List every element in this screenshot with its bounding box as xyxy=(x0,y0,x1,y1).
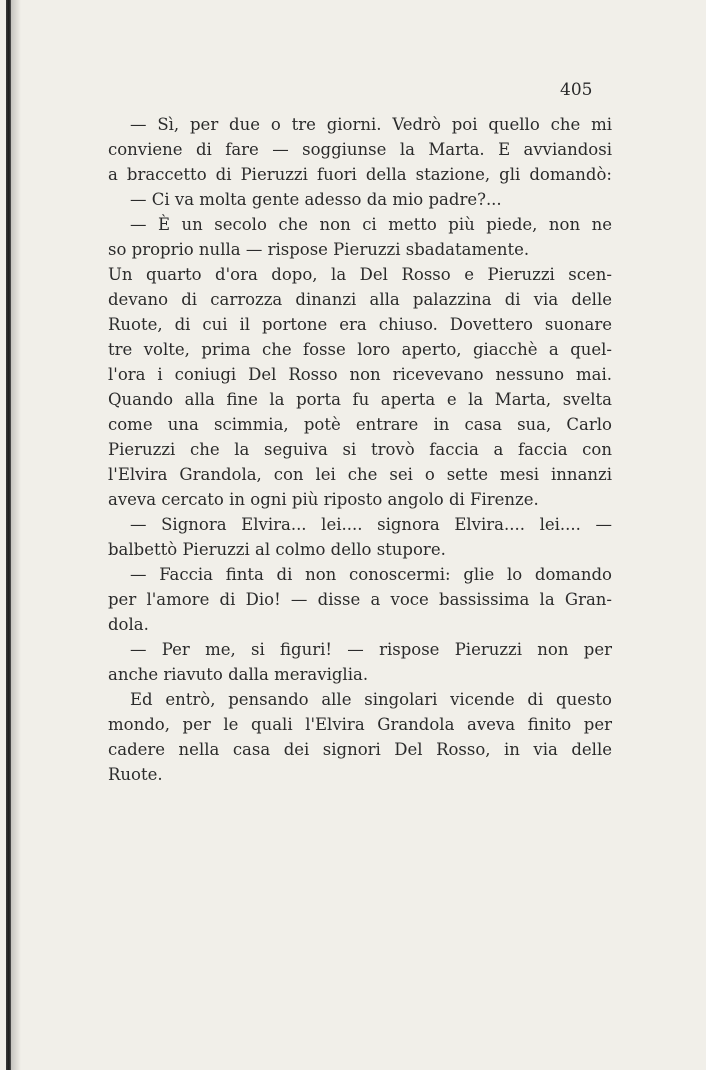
text-line: come una scimmia, potè entrare in casa sua, Carlo xyxy=(108,415,612,434)
text-line: a braccetto di Pieruzzi fuori della stazione, gli domandò: xyxy=(108,165,612,184)
text-line: cadere nella casa dei signori Del Rosso, in via delle xyxy=(108,740,612,759)
body-text xyxy=(108,112,612,787)
text-line: mondo, per le quali l'Elvira Grandola aveva finito per xyxy=(108,715,612,734)
text-line: conviene di fare — soggiunse la Marta. E avviandosi xyxy=(108,140,612,159)
text-line: l'ora i coniugi Del Rosso non ricevevano nessuno mai. xyxy=(108,365,612,384)
text-line: — Ci va molta gente adesso da mio padre?... xyxy=(130,190,502,209)
text-line: tre volte, prima che fosse loro aperto, giacchè a quel- xyxy=(108,340,612,359)
text-line: — Sì, per due o tre giorni. Vedrò poi quello che mi xyxy=(130,115,612,134)
text-line: — È un secolo che non ci metto più piede, non ne xyxy=(130,215,612,234)
binding-shadow xyxy=(11,0,21,1070)
text-line: — Signora Elvira... lei.... signora Elvira.... lei.... — xyxy=(130,515,612,534)
text-line: devano di carrozza dinanzi alla palazzina di via delle xyxy=(108,290,612,309)
text-line: aveva cercato in ogni più riposto angolo di Firenze. xyxy=(108,490,539,509)
text-line: Ruote, di cui il portone era chiuso. Dovettero suonare xyxy=(108,315,612,334)
text-line: dola. xyxy=(108,615,149,634)
text-line: so proprio nulla — rispose Pieruzzi sbadatamente. xyxy=(108,240,530,259)
text-line: Ed entrò, pensando alle singolari vicende di questo xyxy=(130,690,612,709)
text-line: Un quarto d'ora dopo, la Del Rosso e Pieruzzi scen- xyxy=(108,265,612,284)
text-line: per l'amore di Dio! — disse a voce bassissima la Gran- xyxy=(108,590,612,609)
text-line: — Faccia finta di non conoscermi: glie lo domando xyxy=(130,565,612,584)
text-line: l'Elvira Grandola, con lei che sei o sette mesi innanzi xyxy=(108,465,612,484)
text-line: Ruote. xyxy=(108,765,163,784)
text-line: anche riavuto dalla meraviglia. xyxy=(108,665,369,684)
page-number: 405 xyxy=(560,80,593,100)
text-line: balbettò Pieruzzi al colmo dello stupore. xyxy=(108,540,446,559)
text-line: Quando alla fine la porta fu aperta e la Marta, svelta xyxy=(108,390,612,409)
text-line: — Per me, si figuri! — rispose Pieruzzi non per xyxy=(130,640,612,659)
text-line: Pieruzzi che la seguiva si trovò faccia a faccia con xyxy=(108,440,612,459)
